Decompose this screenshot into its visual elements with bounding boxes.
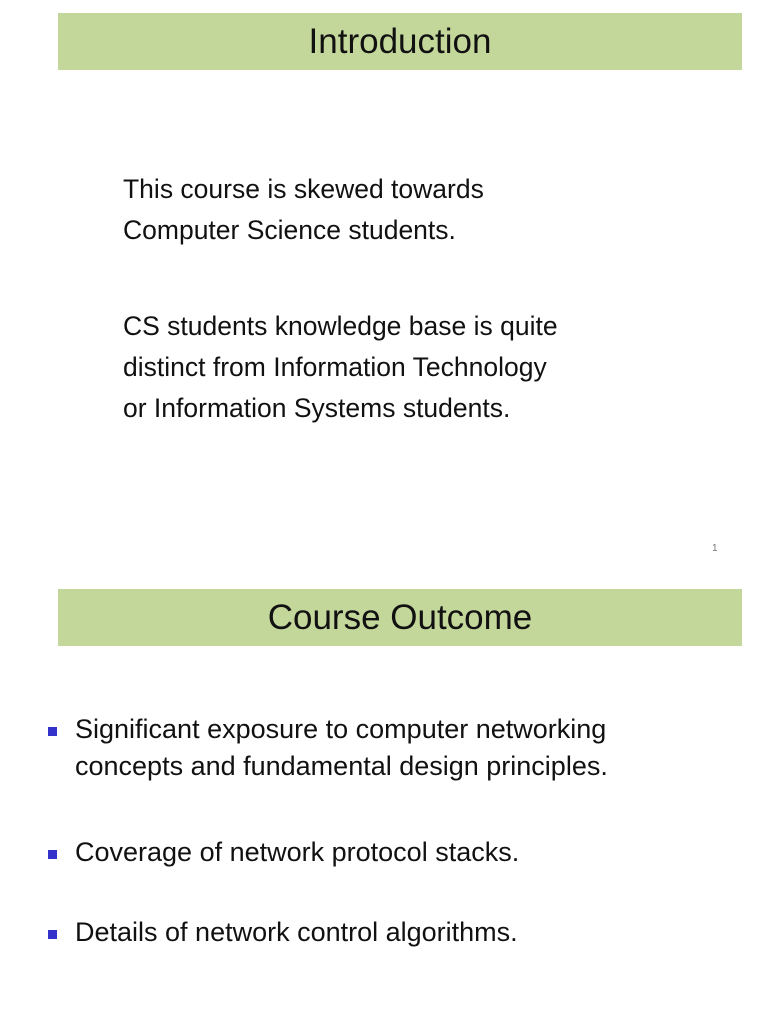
slide-title: Introduction bbox=[308, 22, 492, 61]
paragraph-line: or Information Systems students. bbox=[123, 393, 511, 423]
paragraph-line: CS students knowledge base is quite bbox=[123, 311, 558, 341]
title-bar bbox=[58, 589, 742, 646]
bullet-line: Details of network control algorithms. bbox=[75, 917, 518, 947]
bullet-line: Coverage of network protocol stacks. bbox=[75, 837, 520, 867]
square-bullet-icon bbox=[48, 930, 57, 939]
bullet-line: concepts and fundamental design principles. bbox=[75, 751, 608, 781]
bullet-text bbox=[75, 834, 735, 871]
paragraph bbox=[123, 306, 683, 429]
square-bullet-icon bbox=[48, 850, 57, 859]
square-bullet-icon bbox=[48, 727, 57, 736]
paragraph bbox=[123, 169, 683, 251]
bullet-line: Significant exposure to computer networking bbox=[75, 714, 607, 744]
bullet-text bbox=[75, 711, 735, 785]
page-number: 1 bbox=[712, 543, 718, 554]
paragraph-line: This course is skewed towards bbox=[123, 174, 484, 204]
slide-course-outcome bbox=[0, 576, 768, 1024]
slide-title: Course Outcome bbox=[267, 598, 533, 637]
bullet-text bbox=[75, 914, 735, 951]
paragraph-line: Computer Science students. bbox=[123, 215, 456, 245]
paragraph-line: distinct from Information Technology bbox=[123, 352, 547, 382]
title-bar bbox=[58, 13, 742, 70]
